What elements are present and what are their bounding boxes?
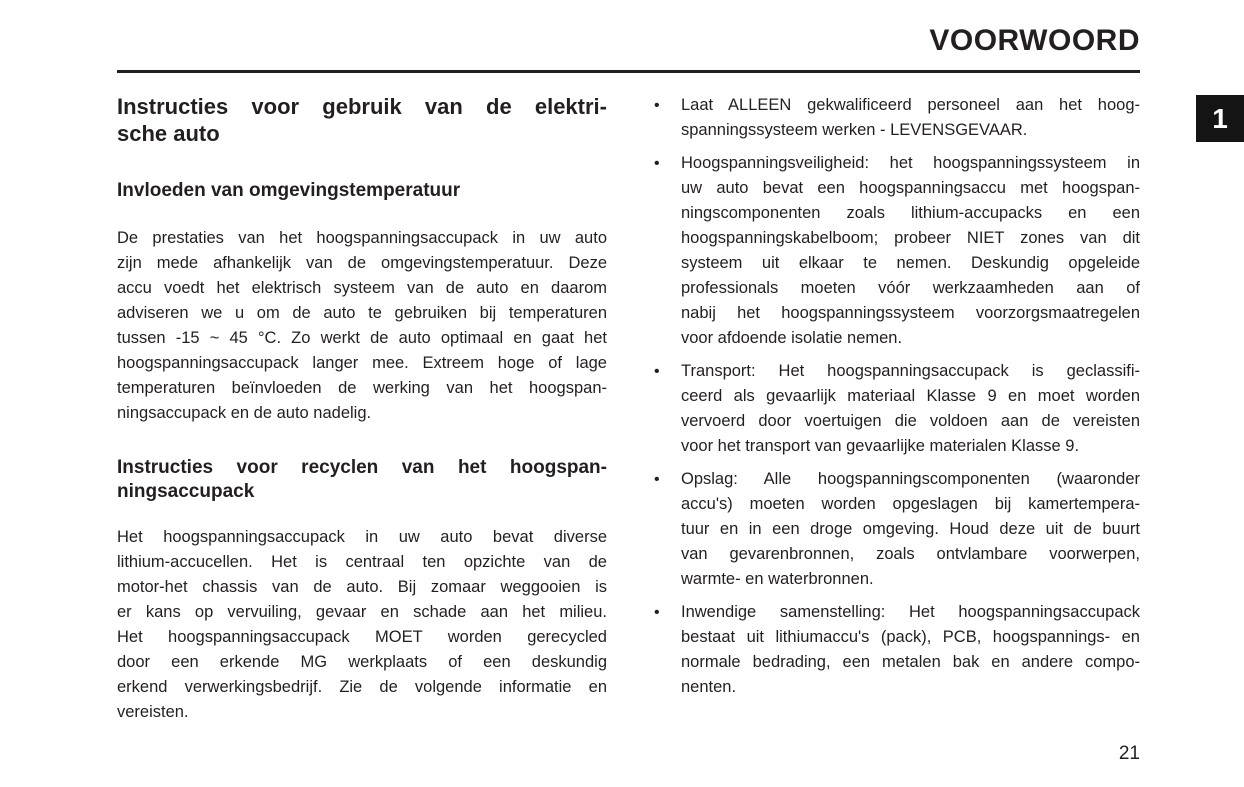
bullet-icon: • [654,363,660,380]
header-divider [117,70,1140,73]
chapter-tab [1196,95,1244,142]
right-column [652,93,1140,708]
paragraph-recyclen: Het hoogspanningsaccupack in uw auto bevat diverse lithium-accucellen. Het is centraal ten opzichte van de motor-het chassis van de auto. Bij zomaar weggooien is er kans op vervuiling, gevaar en schade aan het milieu. Het hoogspanningsaccupack MOET worden gerecycled door een erkende MG werkplaats of een deskundig erkend verwerkingsbedrijf. Zie de volgende informatie en vereisten. [117,528,607,721]
list-item-text: Transport: Het hoogspanningsaccupack is geclassifi- ceerd als gevaarlijk materiaal Klasse 9 en moet worden vervoerd door voertuigen die voldoen aan de vereisten voor het transport van gevaarlijke materialen Klasse 9. [681,362,1140,455]
list-item [652,359,1140,459]
bullet-icon: • [654,471,660,488]
left-column [117,93,607,725]
list-item-text: Opslag: Alle hoogspanningscomponenten (waaronder accu's) moeten worden opgeslagen bij kamertempera- tuur en in een droge omgeving. Houd deze uit de buurt van gevarenbronnen, zoals ontvlambare voorwerpen, warmte- en waterbronnen. [681,470,1140,588]
bullet-icon: • [654,155,660,172]
list-item [652,600,1140,700]
list-item [652,151,1140,351]
page-number: 21 [1118,743,1140,764]
subsection-heading-omgevingstemperatuur: Invloeden van omgevingstemperatuur [117,180,461,201]
list-item-text: Inwendige samenstelling: Het hoogspanningsaccupack bestaat uit lithiumaccu's (pack), PCB, hoogspannings- en normale bedrading, een metalen bak en andere compo- nenten. [681,603,1140,696]
subsection-heading-recyclen: Instructies voor recyclen van het hoogspan- ningsaccupack [117,457,607,502]
page-title: VOORWOORD [929,24,1140,57]
list-item-text: Hoogspanningsveiligheid: het hoogspanningssysteem in uw auto bevat een hoogspanningsaccu met hoogspan- ningscomponenten zoals lithium-accupacks en een hoogspanningskabelboom; probeer NIET zones van dit systeem uit elkaar te nemen. Deskundig opgeleide professionals moeten vóór werkzaamheden aan of nabij het hoogspanningssysteem voorzorgsmaatregelen voor afdoende isolatie nemen. [681,154,1140,347]
list-item [652,93,1140,143]
bullet-icon: • [654,97,660,114]
list-item-text: Laat ALLEEN gekwalificeerd personeel aan het hoog- spanningssysteem werken - LEVENSGEVAAR. [681,96,1140,139]
section-heading-gebruik: Instructies voor gebruik van de elektri- sche auto [117,94,607,146]
paragraph-omgevingstemperatuur: De prestaties van het hoogspanningsaccupack in uw auto zijn mede afhankelijk van de omgevingstemperatuur. Deze accu voedt het elektrisch systeem van de auto en daarom adviseren we u om de auto te gebruiken bij temperaturen tussen -15 ~ 45 °C. Zo werkt de auto optimaal en gaat het hoogspanningsaccupack langer mee. Extreem hoge of lage temperaturen beïnvloeden de werking van het hoogspan- ningsaccupack en de auto nadelig. [117,229,607,422]
list-item [652,467,1140,592]
chapter-tab-number: 1 [1212,102,1228,134]
bullet-icon: • [654,604,660,621]
